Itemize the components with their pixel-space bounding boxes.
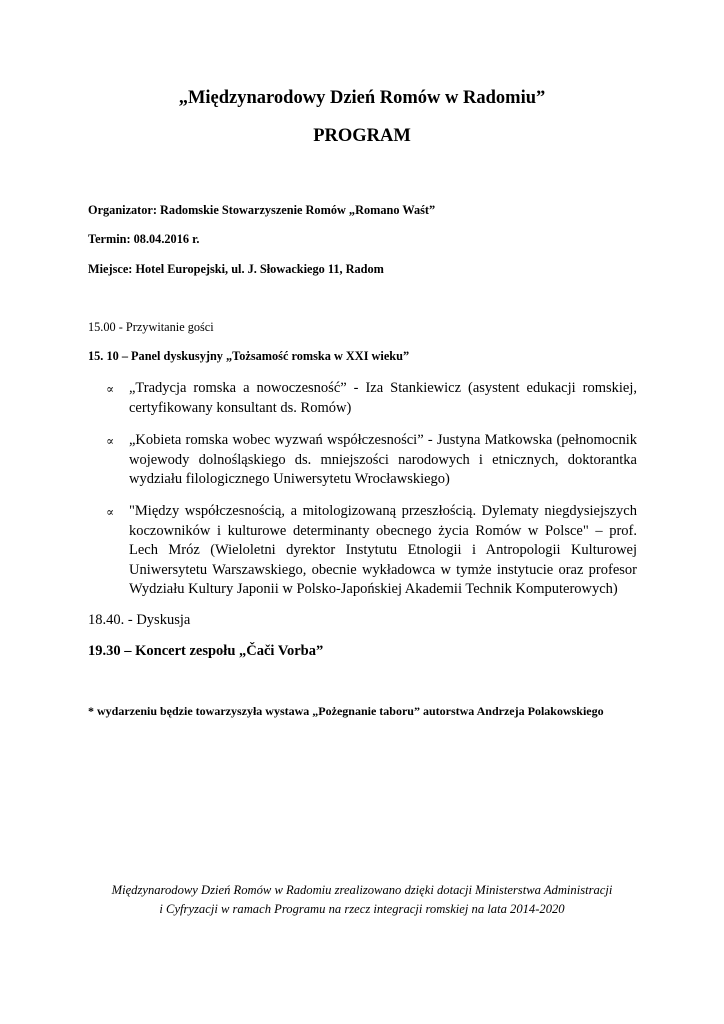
bullet-icon: ∝ [106,434,115,448]
date-line: Termin: 08.04.2016 r. [88,232,200,246]
document-subtitle: PROGRAM [313,126,411,146]
bullet-icon: ∝ [106,382,115,396]
agenda-concert: 19.30 – Koncert zespołu „Čači Vorba” [88,643,324,659]
footer-line-2: i Cyfryzacji w ramach Programu na rzecz integracji romskiej na lata 2014-2020 [159,901,565,916]
footer-line-1: Międzynarodowy Dzień Romów w Radomiu zrealizowano dzięki dotacji Ministerstwa Administracji [111,883,613,897]
document-title: „Międzynarodowy Dzień Romów w Radomiu” [178,88,546,108]
agenda-discussion: 18.40. - Dyskusja [88,612,191,628]
talk-item-2: „Kobieta romska wobec wyzwań współczesności” - Justyna Matkowska (pełnomocnik wojewody dolnośląskiego ds. mniejszości narodowych i etnicznych, doktorantka wydziału filologicznego Uniwersytetu Wrocławskiego) [129,432,637,488]
organizer-line: Organizator: Radomskie Stowarzyszenie Romów „Romano Waśt” [88,203,436,217]
agenda-panel: 15. 10 – Panel dyskusyjny „Tożsamość romska w XXI wieku” [88,349,410,363]
exhibition-note: * wydarzeniu będzie towarzyszyła wystawa „Pożegnanie taboru” autorstwa Andrzeja Polakowskiego [88,704,604,718]
agenda-welcome: 15.00 - Przywitanie gości [88,320,214,334]
talk-item-1: „Tradycja romska a nowoczesność” - Iza Stankiewicz (asystent edukacji romskiej, certyfikowany konsultant ds. Romów) [129,380,637,416]
place-line: Miejsce: Hotel Europejski, ul. J. Słowackiego 11, Radom [88,262,384,276]
talk-item-3: "Między współczesnością, a mitologizowaną przeszłością. Dylematy niegdysiejszych koczowników i kulturowe determinanty obecnego życia Romów w Polsce" – prof. Lech Mróz (Wieloletni dyrektor Instytutu Etnologii i Antropologii Kulturowej Uniwersytetu Warszawskiego, obecnie wykładowca w tymże instytucie oraz profesor Wydziału Kultury Japonii w Polsko-Japońskiej Akademii Technik Komputerowych) [129,503,637,598]
funding-footer [0,881,724,918]
bullet-icon: ∝ [106,505,115,519]
